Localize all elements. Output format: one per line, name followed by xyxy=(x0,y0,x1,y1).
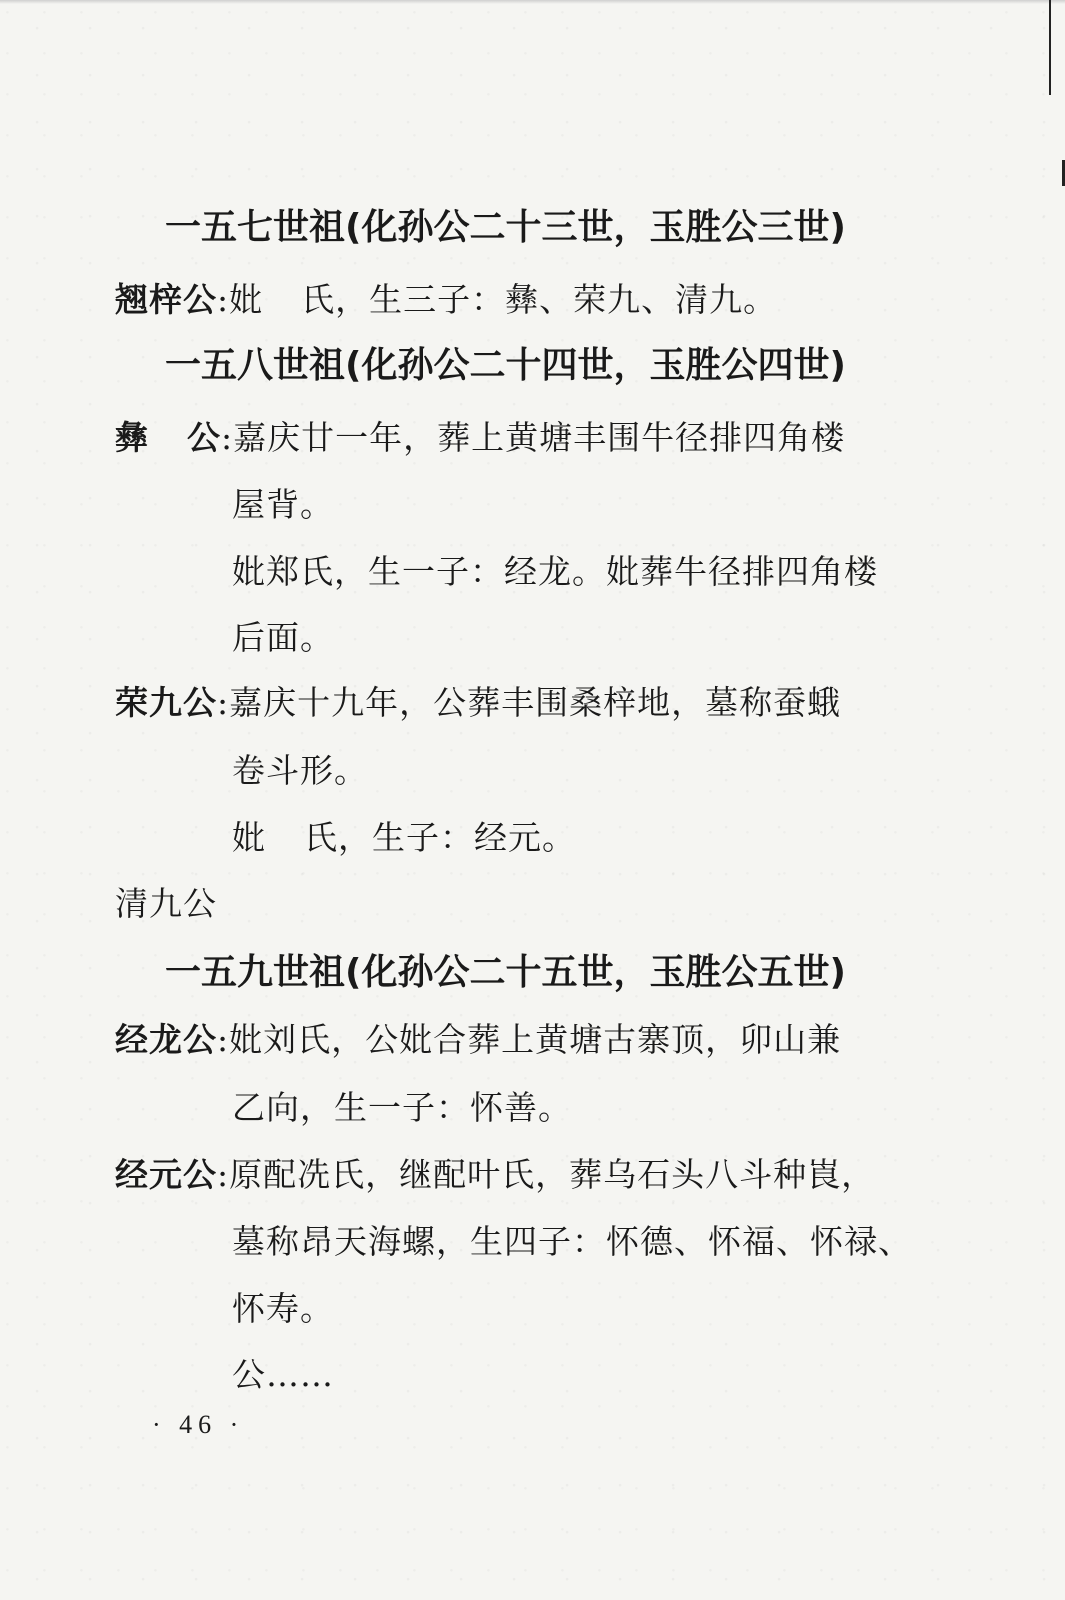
scan-top-edge xyxy=(0,0,1065,4)
entry-separator: : xyxy=(217,280,230,319)
entry-separator: : xyxy=(217,1020,230,1059)
entry-name: 经元公 xyxy=(115,1155,217,1194)
entry-name: 翘梓公 xyxy=(115,280,217,319)
entry-xiangzi xyxy=(115,280,777,320)
entry-jinglong-line1 xyxy=(115,1020,841,1060)
entry-text: 妣 xyxy=(229,280,264,319)
entry-text: 嘉庆廿一年，葬上黄塘丰围牛径排四角楼 xyxy=(233,418,846,457)
generation-heading-157: 一五七世祖(化孙公二十三世，玉胜公三世) xyxy=(165,207,846,248)
entry-jingyuan-line1 xyxy=(115,1155,875,1195)
entry-yi-line4: 后面。 xyxy=(232,618,334,657)
entry-text: 妣刘氏，公妣合葬上黄塘古寨顶，卯山兼 xyxy=(229,1020,842,1059)
entry-text: 妣 xyxy=(232,818,266,857)
entry-text: 氏，生子：经元。 xyxy=(304,818,576,857)
entry-text: 嘉庆十九年，公葬丰围桑梓地，墓称蚕蛾 xyxy=(229,683,842,722)
entry-separator: : xyxy=(221,418,234,457)
entry-jingyuan-line2: 墓称昂天海螺，生四子：怀德、怀福、怀禄、 xyxy=(232,1222,912,1261)
entry-rongjiu-line2: 卷斗形。 xyxy=(232,751,368,790)
entry-name: 经龙公 xyxy=(115,1020,217,1059)
entry-text: 原配冼氏，继配叶氏，葬乌石头八斗种崀， xyxy=(229,1155,876,1194)
entry-separator: : xyxy=(217,1155,230,1194)
entry-jinglong-line2: 乙向，生一子：怀善。 xyxy=(232,1088,572,1127)
entry-name: 彝 xyxy=(115,418,149,457)
generation-heading-159: 一五九世祖(化孙公二十五世，玉胜公五世) xyxy=(165,952,846,993)
entry-qingjiu: 清九公 xyxy=(115,884,217,923)
entry-jingyuan-line4: 公…… xyxy=(232,1355,334,1394)
entry-yi-line1 xyxy=(115,418,845,458)
entry-separator: : xyxy=(217,683,230,722)
entry-name: 公 xyxy=(187,418,221,457)
entry-jingyuan-line3: 怀寿。 xyxy=(232,1289,334,1328)
page-number: · 46 · xyxy=(152,1410,245,1439)
entry-rongjiu-line1 xyxy=(115,683,841,723)
scan-right-edge-mark xyxy=(1049,0,1051,95)
generation-heading-158: 一五八世祖(化孙公二十四世，玉胜公四世) xyxy=(165,345,846,386)
entry-name: 荣九公 xyxy=(115,683,217,722)
entry-yi-line3: 妣郑氏，生一子：经龙。妣葬牛径排四角楼 xyxy=(232,552,878,591)
entry-text: 氏，生三子：彝、荣九、清九。 xyxy=(301,280,778,319)
entry-rongjiu-line3 xyxy=(232,818,576,858)
entry-yi-line2: 屋背。 xyxy=(232,485,334,524)
